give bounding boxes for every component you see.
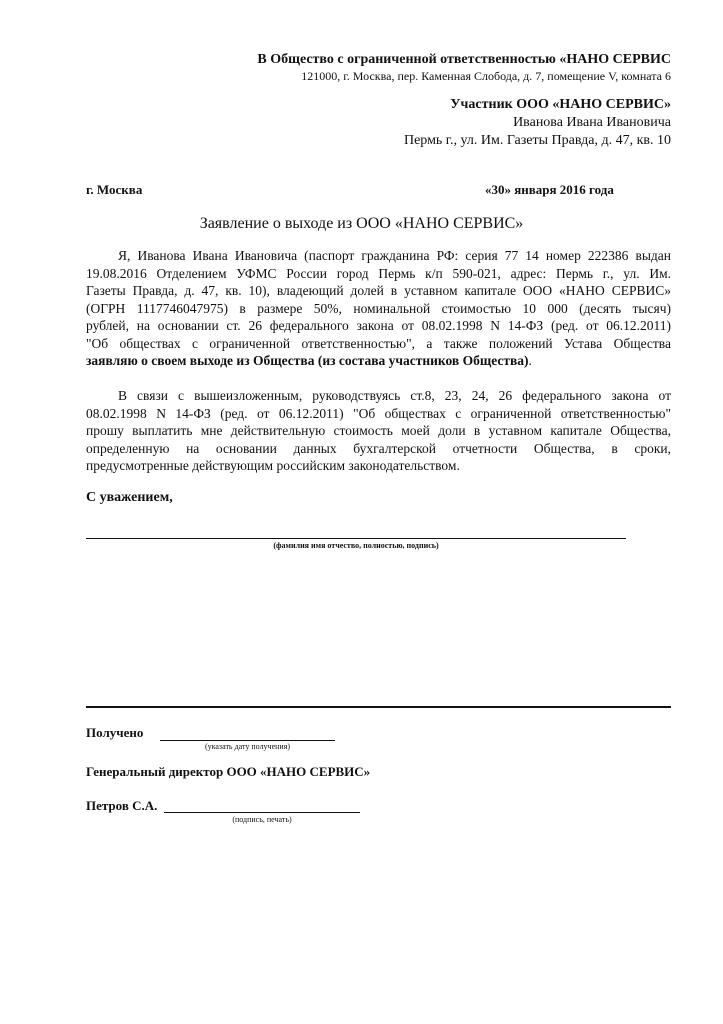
- withdrawal-declaration: заявляю о своем выходе из Общества (из состава участников Общества): [86, 353, 529, 368]
- paragraph-line: рублей, на основании ст. 26 федерального закона от 08.02.1998 N 14-ФЗ (ред. от 06.12.2011): [86, 318, 671, 333]
- paragraph-line: "Об обществах с ограниченной ответственностью", а также положений Устава Общества: [86, 335, 671, 351]
- paragraph-line-bold: [86, 352, 671, 370]
- paragraph-line: Я, Иванова Ивана Ивановича (паспорт гражданина РФ: серия 77 14 номер 222386 выдан: [118, 248, 671, 263]
- paragraph-line: предусмотренные действующим российским законодательством.: [86, 458, 460, 473]
- director-title: Генеральный директор ООО «НАНО СЕРВИС»: [86, 764, 371, 779]
- sender-name: Иванова Ивана Ивановича: [513, 115, 671, 130]
- paragraph-line: 08.02.1998 N 14-ФЗ (ред. от 06.12.2011) "Об обществах с ограниченной ответственностью": [86, 405, 671, 421]
- paragraph-line: В связи с вышеизложенным, руководствуясь ст.8, 23, 24, 26 федерального закона от: [118, 388, 671, 403]
- sender-address: Пермь г., ул. Им. Газеты Правда, д. 47, кв. 10: [403, 133, 671, 148]
- director-caption: (подпись, печать): [232, 815, 292, 824]
- paragraph-line: определенную на основании данных бухгалтерской отчетности Общества, в сроки,: [86, 440, 671, 456]
- document-place: г. Москва: [86, 182, 143, 197]
- signature-caption: (фамилия имя отчество, полностью, подпись): [273, 541, 439, 550]
- paragraph-line: прошу выплатить мне действительную стоимость моей доли в уставном капитале Общества,: [86, 423, 671, 438]
- received-caption: (указать дату получения): [204, 742, 291, 751]
- addressee-line: В Общество с ограниченной ответственностью «НАНО СЕРВИС: [257, 52, 671, 67]
- director-signature-line: [164, 812, 360, 813]
- received-date-line: [160, 740, 335, 741]
- paragraph-request: [86, 387, 671, 475]
- document-date: «30» января 2016 года: [485, 182, 614, 197]
- paragraph-line: (ОГРН 1117746047975) в размере 50%, номинальной стоимостью 10 000 (десять тысяч): [86, 300, 671, 316]
- closing-phrase: С уважением,: [86, 490, 173, 505]
- addressee-address: 121000, г. Москва, пер. Каменная Слобода, д. 7, помещение V, комната 6: [301, 69, 671, 83]
- paragraph-statement: [86, 247, 671, 370]
- period: .: [528, 353, 532, 368]
- paragraph-line: 19.08.2016 Отделением УФМС России город Пермь к/п 590-021, адрес: Пермь г., ул. Им.: [86, 265, 671, 281]
- sender-title: Участник ООО «НАНО СЕРВИС»: [450, 97, 671, 112]
- document-title: Заявление о выходе из ООО «НАНО СЕРВИС»: [199, 215, 524, 232]
- received-label: Получено: [86, 725, 144, 740]
- section-divider: [86, 706, 671, 708]
- director-name: Петров С.А.: [86, 798, 158, 813]
- signature-line: [86, 538, 626, 539]
- paragraph-line: Газеты Правда, д. 47, кв. 10), владеющий долей в уставном капитале ООО «НАНО СЕРВИС»: [86, 283, 671, 298]
